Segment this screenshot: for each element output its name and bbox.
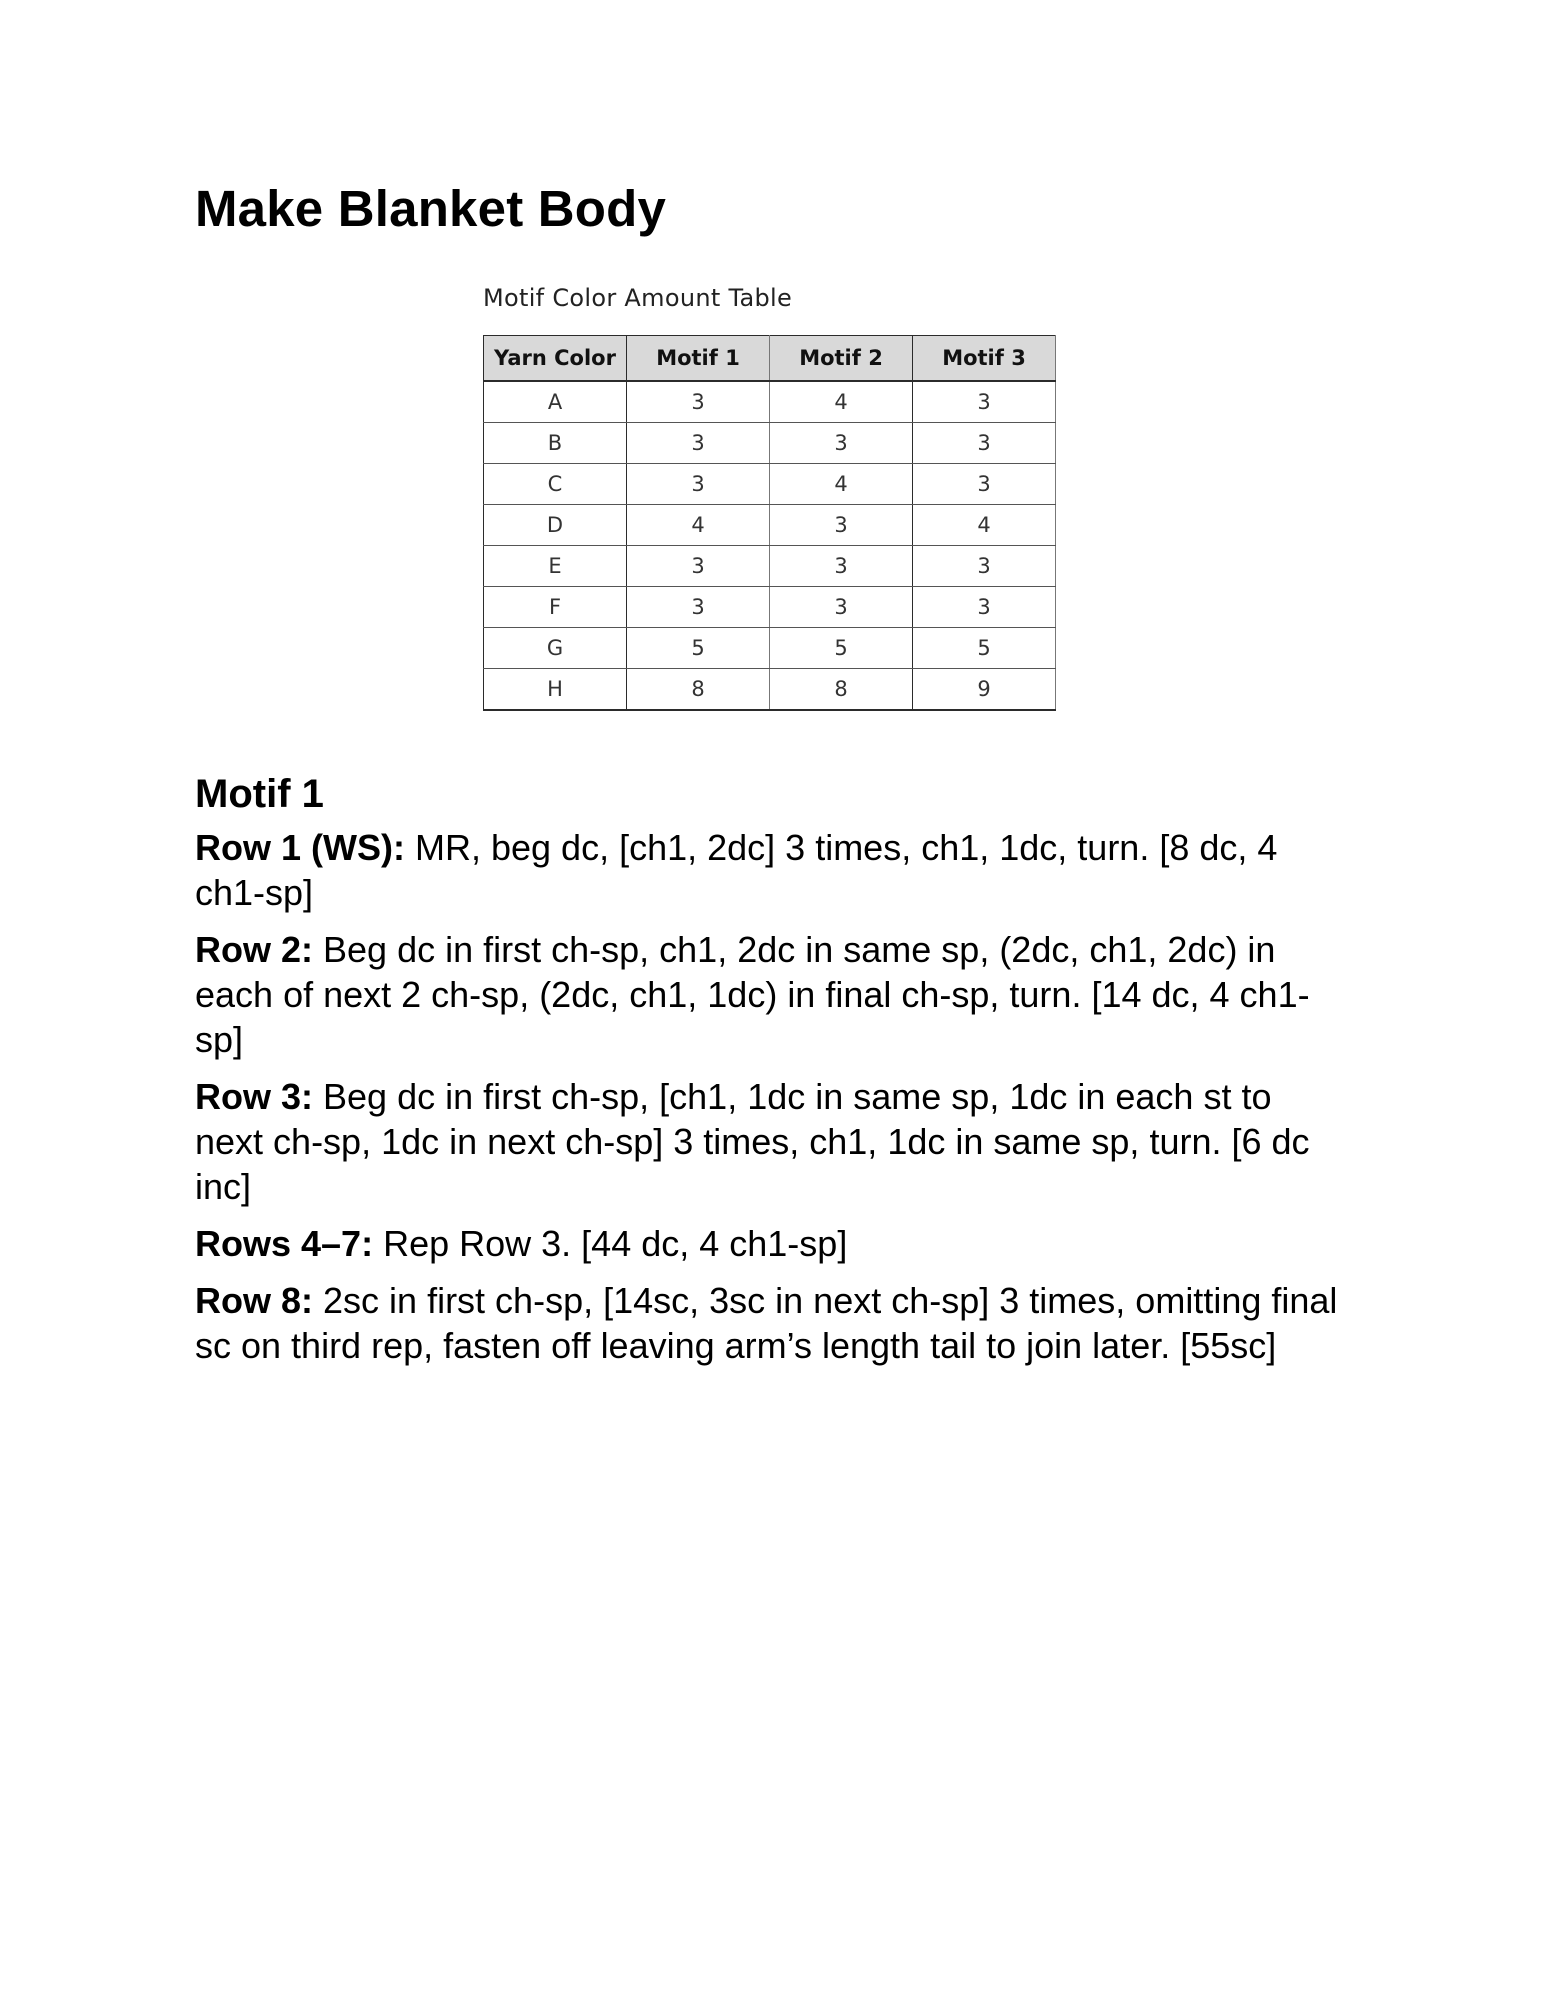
page-title: Make Blanket Body bbox=[195, 180, 667, 237]
table-cell: 3 bbox=[913, 546, 1056, 587]
table-cell: 4 bbox=[770, 381, 913, 423]
table-cell: 4 bbox=[770, 464, 913, 505]
table-cell: A bbox=[484, 381, 627, 423]
table-row bbox=[484, 628, 1056, 669]
table-row bbox=[484, 423, 1056, 464]
table-cell: 3 bbox=[770, 505, 913, 546]
table-cell: 3 bbox=[770, 423, 913, 464]
header-motif-1: Motif 1 bbox=[627, 336, 770, 382]
instruction-label: Row 8: bbox=[195, 1280, 314, 1321]
instruction-label: Row 3: bbox=[195, 1076, 314, 1117]
instruction-label: Row 2: bbox=[195, 929, 314, 970]
table-cell: 4 bbox=[913, 505, 1056, 546]
table-cell: 3 bbox=[627, 587, 770, 628]
instruction-row-8 bbox=[195, 1278, 1345, 1368]
table-cell: 3 bbox=[913, 423, 1056, 464]
instruction-row-4-7 bbox=[195, 1221, 1345, 1266]
table-cell: 3 bbox=[770, 587, 913, 628]
table-cell: 3 bbox=[913, 381, 1056, 423]
instruction-row-3 bbox=[195, 1074, 1345, 1209]
table-header-row bbox=[484, 336, 1056, 382]
table-cell: 3 bbox=[913, 464, 1056, 505]
instruction-text: Beg dc in first ch-sp, ch1, 2dc in same sp, (2dc, ch1, 2dc) in each of next 2 ch-sp, (2dc, ch1, 1dc) in final ch-sp, turn. [14 dc, 4 ch1-sp] bbox=[195, 929, 1310, 1060]
table-cell: 3 bbox=[913, 587, 1056, 628]
header-yarn-color: Yarn Color bbox=[484, 336, 627, 382]
table-row bbox=[484, 464, 1056, 505]
instruction-text: Rep Row 3. [44 dc, 4 ch1-sp] bbox=[373, 1223, 848, 1264]
table-cell: 5 bbox=[627, 628, 770, 669]
instruction-label: Row 1 (WS): bbox=[195, 827, 405, 868]
table-row bbox=[484, 587, 1056, 628]
header-motif-2: Motif 2 bbox=[770, 336, 913, 382]
table-cell: 3 bbox=[627, 381, 770, 423]
table-row bbox=[484, 669, 1056, 711]
table-cell: C bbox=[484, 464, 627, 505]
table-cell: D bbox=[484, 505, 627, 546]
instruction-label: Rows 4–7: bbox=[195, 1223, 374, 1264]
motif-1-heading: Motif 1 bbox=[195, 772, 324, 816]
table-cell: 9 bbox=[913, 669, 1056, 711]
table-cell: 3 bbox=[627, 423, 770, 464]
table-cell: B bbox=[484, 423, 627, 464]
table-cell: 4 bbox=[627, 505, 770, 546]
table-cell: 3 bbox=[770, 546, 913, 587]
table-row bbox=[484, 505, 1056, 546]
instruction-row-1 bbox=[195, 825, 1345, 915]
table-cell: 8 bbox=[770, 669, 913, 711]
motif-1-instructions bbox=[195, 825, 1345, 1380]
table-cell: 5 bbox=[770, 628, 913, 669]
table-cell: 3 bbox=[627, 546, 770, 587]
table-row bbox=[484, 381, 1056, 423]
table-row bbox=[484, 546, 1056, 587]
motif-color-amount-table bbox=[483, 335, 1056, 711]
instruction-text: Beg dc in first ch-sp, [ch1, 1dc in same sp, 1dc in each st to next ch-sp, 1dc in next ch-sp] 3 times, ch1, 1dc in same sp, turn. [6 dc inc] bbox=[195, 1076, 1310, 1207]
table-cell: H bbox=[484, 669, 627, 711]
instruction-text: 2sc in first ch-sp, [14sc, 3sc in next ch-sp] 3 times, omitting final sc on third rep, fasten off leaving arm’s length tail to join later. [55sc] bbox=[195, 1280, 1338, 1366]
table-cell: G bbox=[484, 628, 627, 669]
header-motif-3: Motif 3 bbox=[913, 336, 1056, 382]
table-cell: F bbox=[484, 587, 627, 628]
instruction-row-2 bbox=[195, 927, 1345, 1062]
table-cell: 8 bbox=[627, 669, 770, 711]
table-cell: E bbox=[484, 546, 627, 587]
table-cell: 5 bbox=[913, 628, 1056, 669]
table-cell: 3 bbox=[627, 464, 770, 505]
table-caption: Motif Color Amount Table bbox=[483, 284, 793, 312]
instruction-text: MR, beg dc, [ch1, 2dc] 3 times, ch1, 1dc, turn. [8 dc, 4 ch1-sp] bbox=[195, 827, 1278, 913]
